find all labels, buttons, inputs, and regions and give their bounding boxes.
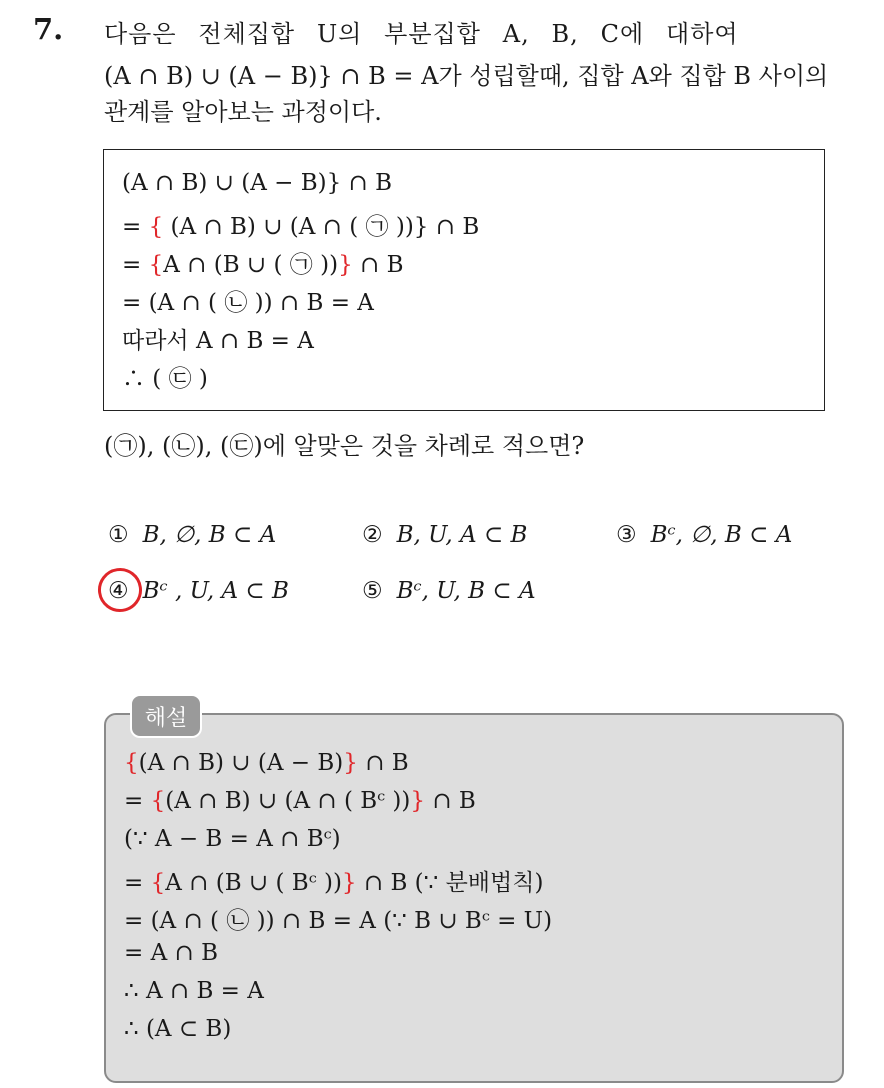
solution-line: = (A ∩ ( ㉡ )) ∩ B = A (∵ B ∪ Bᶜ = U) <box>124 908 553 934</box>
problem-stem-line-1: 다음은 전체집합 U의 부분집합 A, B, C에 대하여 <box>104 20 739 48</box>
proof-line: ∴ ( ㉢ ) <box>122 366 208 392</box>
choice-2[interactable] <box>362 522 527 548</box>
problem-stem-line-3: 관계를 알아보는 과정이다. <box>104 98 382 126</box>
choice-number: ④ <box>108 578 129 604</box>
proof-line: 따라서 A ∩ B = A <box>122 328 314 354</box>
solution-line: = {(A ∩ B) ∪ (A ∩ ( Bᶜ ))} ∩ B <box>124 788 476 814</box>
choice-number: ② <box>362 522 383 548</box>
solution-line: ∴ A ∩ B = A <box>124 978 264 1004</box>
problem-stem-line-2: (A ∩ B) ∪ (A − B)} ∩ B = A가 성립할때, 집합 A와 집합 B 사이의 <box>104 62 829 90</box>
solution-line: (∵ A − B = A ∩ Bᶜ) <box>124 826 341 852</box>
solution-line: = {A ∩ (B ∪ ( Bᶜ ))} ∩ B (∵ 분배법칙) <box>124 870 544 896</box>
choice-number: ⑤ <box>362 578 383 604</box>
proof-line: = {A ∩ (B ∪ ( ㉠ ))} ∩ B <box>122 252 404 278</box>
selected-answer-circle <box>95 565 145 615</box>
choice-1[interactable] <box>108 522 276 548</box>
problem-number: 7. <box>33 12 64 46</box>
solution-line: = A ∩ B <box>124 940 218 966</box>
choice-text: Bᶜ, U, B ⊂ A <box>396 578 536 604</box>
choice-number: ① <box>108 522 129 548</box>
proof-line: = { (A ∩ B) ∪ (A ∩ ( ㉠ ))} ∩ B <box>122 214 480 240</box>
choice-text: B, U, A ⊂ B <box>396 522 528 548</box>
choice-text: Bᶜ, ∅, B ⊂ A <box>650 522 793 548</box>
choice-5[interactable] <box>362 578 536 604</box>
proof-line: (A ∩ B) ∪ (A − B)} ∩ B <box>122 170 393 196</box>
choice-3[interactable] <box>616 522 792 548</box>
choice-number: ③ <box>616 522 637 548</box>
question-text: (㉠), (㉡), (㉢)에 알맞은 것을 차례로 적으면? <box>104 432 585 460</box>
solution-line: {(A ∩ B) ∪ (A − B)} ∩ B <box>124 750 409 776</box>
solution-tab: 해설 <box>130 694 202 738</box>
solution-line: ∴ (A ⊂ B) <box>124 1016 232 1042</box>
choice-text: B, ∅, B ⊂ A <box>142 522 277 548</box>
proof-line: = (A ∩ ( ㉡ )) ∩ B = A <box>122 290 374 316</box>
choice-text: Bᶜ , U, A ⊂ B <box>142 578 289 604</box>
